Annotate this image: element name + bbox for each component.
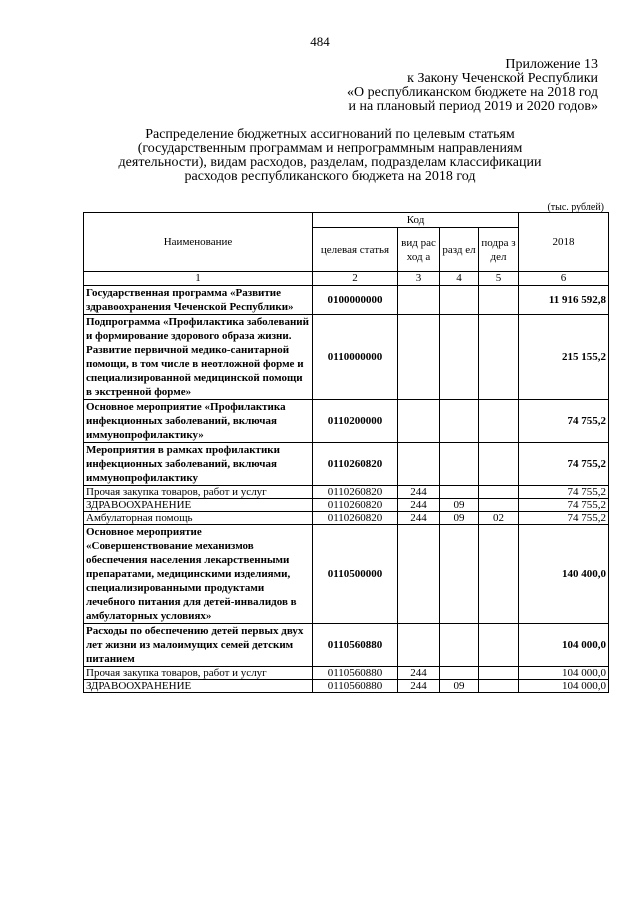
cell-amt: 74 755,2 bbox=[519, 443, 609, 486]
cell-code: 0110260820 bbox=[313, 486, 398, 499]
cell-type bbox=[398, 624, 440, 667]
cell-sec bbox=[440, 667, 479, 680]
table-row bbox=[84, 400, 609, 443]
cell-type: 244 bbox=[398, 499, 440, 512]
column-number: 3 bbox=[398, 272, 440, 286]
column-number: 2 bbox=[313, 272, 398, 286]
appendix-line: Приложение 13 bbox=[505, 57, 598, 72]
heading-line: Распределение бюджетных ассигнований по целевым статьям bbox=[145, 127, 515, 142]
cell-code: 0110560880 bbox=[313, 680, 398, 693]
cell-sec bbox=[440, 624, 479, 667]
appendix-line: «О республиканском бюджете на 2018 год bbox=[347, 85, 598, 100]
cell-name: Амбулаторная помощь bbox=[84, 512, 313, 525]
cell-type bbox=[398, 315, 440, 400]
cell-amt: 215 155,2 bbox=[519, 315, 609, 400]
cell-sub bbox=[479, 286, 519, 315]
cell-sec: 09 bbox=[440, 512, 479, 525]
cell-amt: 11 916 592,8 bbox=[519, 286, 609, 315]
cell-code: 0110200000 bbox=[313, 400, 398, 443]
table-row bbox=[84, 512, 609, 525]
document-heading bbox=[60, 128, 600, 184]
cell-amt: 74 755,2 bbox=[519, 400, 609, 443]
cell-type: 244 bbox=[398, 486, 440, 499]
header-code-group: Код bbox=[313, 213, 519, 228]
cell-sec: 09 bbox=[440, 499, 479, 512]
cell-amt: 74 755,2 bbox=[519, 499, 609, 512]
cell-amt: 74 755,2 bbox=[519, 486, 609, 499]
cell-code: 0110560880 bbox=[313, 624, 398, 667]
cell-sec bbox=[440, 286, 479, 315]
table-row bbox=[84, 286, 609, 315]
cell-sub bbox=[479, 499, 519, 512]
table-row bbox=[84, 667, 609, 680]
appendix-block bbox=[268, 58, 598, 114]
cell-amt: 104 000,0 bbox=[519, 624, 609, 667]
cell-type bbox=[398, 286, 440, 315]
header-name: Наименование bbox=[84, 213, 313, 272]
cell-name: Подпрограмма «Профилактика заболеваний и формирование здорового образа жизни. Развитие первичной медико-санитарной помощи, в том числе в неотложной форме и специализированной медицинской помощи в экстренной форме» bbox=[84, 315, 313, 400]
cell-amt: 104 000,0 bbox=[519, 680, 609, 693]
cell-sec: 09 bbox=[440, 680, 479, 693]
heading-line: деятельности), видам расходов, разделам, подразделам классификации bbox=[118, 155, 542, 170]
cell-code: 0110560880 bbox=[313, 667, 398, 680]
cell-type bbox=[398, 400, 440, 443]
cell-sec bbox=[440, 525, 479, 624]
header-year: 2018 bbox=[519, 213, 609, 272]
table-row bbox=[84, 525, 609, 624]
cell-code: 0110260820 bbox=[313, 443, 398, 486]
cell-name: Мероприятия в рамках профилактики инфекционных заболеваний, включая иммунопрофилактику bbox=[84, 443, 313, 486]
cell-name: Государственная программа «Развитие здравоохранения Чеченской Республики» bbox=[84, 286, 313, 315]
cell-sec bbox=[440, 443, 479, 486]
cell-name: ЗДРАВООХРАНЕНИЕ bbox=[84, 680, 313, 693]
heading-line: (государственным программам и непрограммным направлениям bbox=[137, 141, 523, 156]
cell-sub bbox=[479, 443, 519, 486]
cell-sub bbox=[479, 486, 519, 499]
cell-sub bbox=[479, 667, 519, 680]
cell-code: 0110000000 bbox=[313, 315, 398, 400]
cell-name: ЗДРАВООХРАНЕНИЕ bbox=[84, 499, 313, 512]
cell-name: Прочая закупка товаров, работ и услуг bbox=[84, 667, 313, 680]
units-label: (тыс. рублей) bbox=[547, 202, 604, 213]
table-row bbox=[84, 486, 609, 499]
cell-code: 0110260820 bbox=[313, 512, 398, 525]
column-number: 1 bbox=[84, 272, 313, 286]
table-row bbox=[84, 499, 609, 512]
cell-amt: 140 400,0 bbox=[519, 525, 609, 624]
header-subsection: подра здел bbox=[479, 228, 519, 272]
cell-amt: 74 755,2 bbox=[519, 512, 609, 525]
cell-sec bbox=[440, 400, 479, 443]
cell-name: Основное мероприятие «Совершенствование механизмов обеспечения населения лекарственными препаратами, медицинскими изделиями, специализированными продуктами лечебного питания для детей-инвалидов в амбулаторных условиях» bbox=[84, 525, 313, 624]
table-row bbox=[84, 624, 609, 667]
cell-code: 0110260820 bbox=[313, 499, 398, 512]
cell-type: 244 bbox=[398, 680, 440, 693]
cell-sub bbox=[479, 525, 519, 624]
cell-type: 244 bbox=[398, 667, 440, 680]
cell-sec bbox=[440, 315, 479, 400]
header-target: целевая статья bbox=[313, 228, 398, 272]
cell-sub: 02 bbox=[479, 512, 519, 525]
cell-amt: 104 000,0 bbox=[519, 667, 609, 680]
appendix-line: к Закону Чеченской Республики bbox=[407, 71, 598, 86]
column-number: 5 bbox=[479, 272, 519, 286]
cell-sub bbox=[479, 680, 519, 693]
cell-name: Основное мероприятие «Профилактика инфекционных заболеваний, включая иммунопрофилактику» bbox=[84, 400, 313, 443]
cell-code: 0110500000 bbox=[313, 525, 398, 624]
column-number: 4 bbox=[440, 272, 479, 286]
page-number: 484 bbox=[310, 34, 330, 49]
cell-code: 0100000000 bbox=[313, 286, 398, 315]
table-row bbox=[84, 443, 609, 486]
header-section: разд ел bbox=[440, 228, 479, 272]
cell-type bbox=[398, 525, 440, 624]
cell-type bbox=[398, 443, 440, 486]
column-number: 6 bbox=[519, 272, 609, 286]
cell-sub bbox=[479, 400, 519, 443]
cell-name: Расходы по обеспечению детей первых двух лет жизни из малоимущих семей детским питанием bbox=[84, 624, 313, 667]
header-expense-type: вид расход а bbox=[398, 228, 440, 272]
cell-sub bbox=[479, 624, 519, 667]
cell-sub bbox=[479, 315, 519, 400]
table-row bbox=[84, 315, 609, 400]
cell-name: Прочая закупка товаров, работ и услуг bbox=[84, 486, 313, 499]
heading-line: расходов республиканского бюджета на 2018 год bbox=[184, 169, 476, 184]
cell-type: 244 bbox=[398, 512, 440, 525]
column-number-row bbox=[84, 272, 609, 286]
budget-table bbox=[83, 212, 609, 693]
cell-sec bbox=[440, 486, 479, 499]
table-row bbox=[84, 680, 609, 693]
appendix-line: и на плановый период 2019 и 2020 годов» bbox=[348, 99, 598, 114]
